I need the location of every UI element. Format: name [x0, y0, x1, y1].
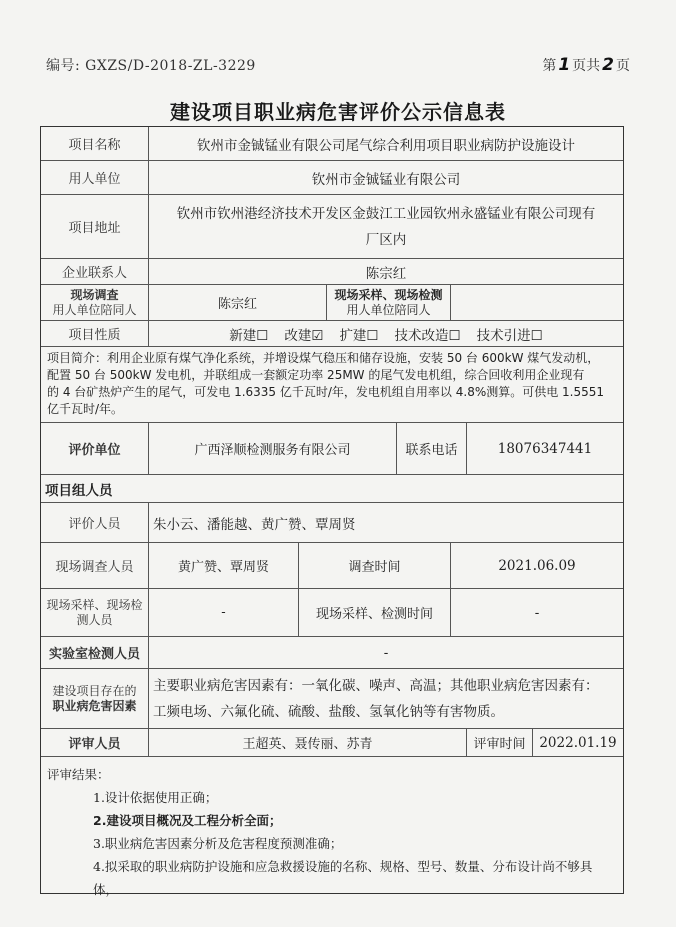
row-lab [41, 637, 623, 669]
review-time-value: 2022.01.19 [539, 734, 617, 751]
row-summary [41, 347, 623, 423]
phone-value: 18076347441 [497, 440, 593, 457]
info-table [40, 126, 624, 897]
nature-option-rebuild: 改建☑ [284, 327, 324, 344]
lab-label: 实验室检测人员 [41, 637, 149, 668]
review-results [41, 757, 623, 897]
survey-escort-label: 现场调查 用人单位陪同人 [41, 285, 149, 320]
team-header: 项目组人员 [45, 482, 113, 499]
evaluator-label: 评价单位 [41, 423, 149, 474]
assessors-value: 朱小云、潘能越、黄广赞、覃周贤 [153, 516, 356, 533]
site-survey-label: 现场调查人员 [41, 543, 149, 588]
sampling-time-label: 现场采样、检测时间 [299, 589, 451, 636]
row-survey-escort [41, 285, 623, 321]
row-assessors [41, 503, 623, 543]
phone-label: 联系电话 [397, 423, 467, 474]
nature-options [149, 321, 623, 346]
hazards-value: 主要职业病危害因素有：一氧化碳、噪声、高温；其他职业病危害因素有： 工频电场、六氟化硫、硫酸、盐酸、氢氧化钠等有害物质。 [153, 677, 599, 720]
row-evaluator [41, 423, 623, 475]
contact-label: 企业联系人 [41, 259, 149, 284]
survey-time-value: 2021.06.09 [498, 557, 576, 574]
reviewers-value: 王超英、聂传丽、苏青 [149, 729, 467, 756]
document-code: 编号: GXZS/D-2018-ZL-3229 [46, 58, 256, 74]
project-name-value: 钦州市金铖锰业有限公司尾气综合利用项目职业病防护设施设计 [197, 137, 575, 154]
employer-label: 用人单位 [41, 161, 149, 194]
row-reviewers [41, 729, 623, 757]
review-time-label: 评审时间 [467, 729, 533, 756]
sampling-escort-value [451, 285, 623, 320]
assessors-label: 评价人员 [41, 503, 149, 542]
address-value: 钦州市钦州港经济技术开发区金鼓江工业园钦州永盛锰业有限公司现有 厂区内 [176, 205, 596, 248]
row-site-survey [41, 543, 623, 589]
survey-escort-value: 陈宗红 [149, 285, 327, 320]
nature-option-expand: 扩建☐ [339, 327, 379, 344]
nature-label: 项目性质 [41, 321, 149, 346]
result-item: 4.拟采取的职业病防护设施和应急救援设施的名称、规格、型号、数量、分布设计尚不够具体， [93, 859, 593, 897]
row-sampling [41, 589, 623, 637]
reviewers-label: 评审人员 [41, 729, 149, 756]
row-project-name [41, 127, 623, 161]
evaluator-value: 广西泽顺检测服务有限公司 [149, 423, 397, 474]
page-current: 1 [558, 55, 571, 75]
row-contact [41, 259, 623, 285]
hazards-label: 建设项目存在的 职业病危害因素 [41, 669, 149, 728]
project-summary: 项目简介：利用企业原有煤气净化系统，并增设煤气稳压和储存设施，安装 50 台 600kW 煤气发动机， 配置 50 台 500kW 发电机，并联组成一套额定功率 25MW 的尾气发电机组，综合回收利用企业现有 的 4 台矿热炉产生的尾气，可发电 1.6335 亿千瓦时/年，发电机组自用率以 4.8%测算。可供电 1.5551 亿千瓦时/年。 [47, 351, 605, 416]
result-item: 1.设计依据使用正确； [93, 790, 218, 805]
result-item: 2.建设项目概况及工程分析全面； [93, 813, 282, 828]
sampling-value: - [149, 589, 299, 636]
results-title: 评审结果： [47, 767, 110, 782]
nature-option-new: 新建☐ [229, 327, 269, 344]
employer-value: 钦州市金铖锰业有限公司 [311, 171, 461, 188]
result-item: 3.职业病危害因素分析及危害程度预测准确； [93, 836, 343, 851]
page-indicator: 第 1 页共 2 页 [542, 55, 630, 75]
row-results [41, 757, 623, 897]
contact-value: 陈宗红 [365, 265, 407, 282]
nature-option-tech-import: 技术引进☐ [476, 327, 543, 344]
nature-option-tech-upgrade: 技术改造☐ [394, 327, 461, 344]
sampling-label: 现场采样、现场检 测人员 [41, 589, 149, 636]
lab-value: - [383, 644, 389, 661]
site-survey-value: 黄广赞、覃周贤 [149, 543, 299, 588]
sampling-escort-label: 现场采样、现场检测 用人单位陪同人 [327, 285, 451, 320]
row-hazards [41, 669, 623, 729]
page-total: 2 [602, 55, 614, 75]
page-title: 建设项目职业病危害评价公示信息表 [170, 100, 506, 124]
survey-time-label: 调查时间 [299, 543, 451, 588]
address-label: 项目地址 [41, 195, 149, 258]
row-employer [41, 161, 623, 195]
sampling-time-value: - [534, 604, 540, 621]
project-name-label: 项目名称 [41, 127, 149, 160]
row-address [41, 195, 623, 259]
row-team-header [41, 475, 623, 503]
row-nature [41, 321, 623, 347]
